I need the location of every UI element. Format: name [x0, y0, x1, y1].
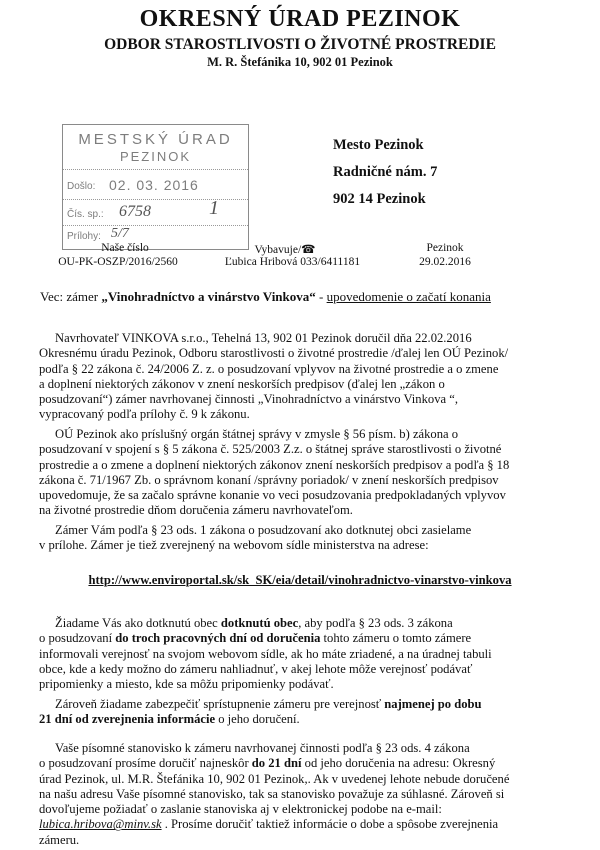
text-line: v prílohe. Zámer je tiež zverejnený na webovom sídle ministerstva na adrese: — [39, 538, 429, 553]
text-line: posudzovaní“) zámer navrhovanej činnosti „Vinohradníctvo a vinárstvo Vinkova “, — [39, 392, 458, 407]
subject-dash: - — [319, 289, 324, 304]
text-line: dovoľujeme požiadať o zaslanie stanoviska aj v elektronickej podobe na e-mail: — [39, 802, 442, 817]
stamp-registry-label: Čís. sp.: — [67, 209, 104, 220]
text-line: o posudzovaní do troch pracovných dní od doručenia tohto zámeru o tomto zámere — [39, 631, 472, 646]
stamp-attachments-label: Prílohy: — [67, 231, 101, 242]
stamp-received-date: 02. 03. 2016 — [109, 177, 199, 193]
text-line: o posudzovaní prosíme doručiť najneskôr do 21 dní od jeho doručenia na adresu: Okresný — [39, 756, 496, 771]
text-line: posudzovaní v spojení s § 5 zákona č. 525/2003 Z.z. o štátnej správe starostlivosti o životné — [39, 442, 502, 457]
subject-line — [40, 289, 491, 305]
text-line: Okresnému úradu Pezinok, Odboru starostlivosti o životné prostredie /ďalej len OÚ Pezinok/ — [39, 346, 509, 361]
paragraph-proceedings — [39, 427, 549, 519]
text-line: vypracovaný podľa prílohy č. 9 k zákonu. — [39, 407, 250, 422]
text-line: obce, kde a kedy možno do zámeru nahliadnuť, v akej lehote môže verejnosť podávať — [39, 661, 473, 676]
stamp-attachments-number: 5/7 — [111, 226, 129, 241]
paragraph-opinion — [39, 741, 549, 848]
handled-by-label: Vybavuje/☎ — [254, 244, 316, 256]
text-line: podľa § 22 zákona č. 24/2006 Z. z. o posudzovaní vplyvov na životné prostredie a o zmene — [39, 361, 499, 376]
text-line: na našu adresu Vaše písomné stanovisko, tak sa stanovisko považuje za súhlasné. Zároveň si — [39, 786, 505, 801]
text-line: informovali verejnosť na svojom webovom sídle, ak ho máte zriadené, a na úradnej tabuli — [39, 646, 492, 661]
text-line: 21 dní od zverejnenia informácie o jeho doručení. — [39, 712, 300, 727]
paragraph-request-publish — [39, 616, 549, 692]
our-ref-label: Naše číslo — [101, 242, 149, 254]
text-line: na životné prostredie dňom doručenia zámeru navrhovateľom. — [39, 503, 353, 518]
text-line: Zároveň žiadame zabezpečiť sprístupnenie zámeru pre verejnosť najmenej po dobu — [55, 697, 482, 711]
subject-text: upovedomenie o začatí konania — [326, 289, 491, 304]
text-line: OÚ Pezinok ako príslušný orgán štátnej správy v zmysle § 56 písm. b) zákona o — [55, 427, 459, 441]
recipient-city: 902 14 Pezinok — [333, 191, 426, 207]
office-title: OKRESNÝ ÚRAD PEZINOK — [139, 6, 461, 32]
paragraph-submission — [39, 331, 549, 423]
text-line: Zámer Vám podľa § 23 ods. 1 zákona o posudzovaní ako dotknutej obci zasielame — [55, 523, 472, 537]
department-title: ODBOR STAROSTLIVOSTI O ŽIVOTNÉ PROSTREDIE — [104, 36, 496, 53]
text-line: úrad Pezinok, ul. M.R. Štefánika 10, 902 01 Pezinok,. Ak v uvedenej lehote nebude doručené — [39, 771, 510, 786]
stamp-title: MESTSKÝ ÚRAD — [78, 131, 233, 148]
text-line: pripomienky a miesto, kde sa môžu pripomienky podávať. — [39, 677, 334, 692]
office-address: M. R. Štefánika 10, 902 01 Pezinok — [207, 55, 393, 69]
recipient-street: Radničné nám. 7 — [333, 164, 438, 180]
text-line: Vaše písomné stanovisko k zámeru navrhovanej činnosti podľa § 23 ods. 4 zákona — [55, 741, 470, 755]
stamp-city: PEZINOK — [119, 149, 192, 164]
subject-name: „Vinohradníctvo a vinárstvo Vinkova“ — [101, 289, 316, 304]
text-line: a doplnení niektorých zákonov v znení neskorších predpisov (ďalej len „zákon o — [39, 376, 445, 391]
paragraph-attachment — [39, 523, 549, 554]
recipient-name: Mesto Pezinok — [333, 137, 424, 153]
text-line: zákona č. 71/1967 Zb. o správnom konaní /správny poriadok/ v znení neskorších predpisov — [39, 472, 499, 487]
paragraph-availability — [39, 697, 549, 728]
contact-email-link[interactable]: lubica.hribova@minv.sk — [39, 817, 162, 832]
text-line: Navrhovateľ VINKOVA s.r.o., Tehelná 13, 902 01 Pezinok doručil dňa 22.02.2016 — [55, 331, 472, 345]
text-line: upovedomuje, že sa začalo správne konanie vo veci posudzovania predpokladaných vplyvov — [39, 488, 506, 503]
text-line: prostredie a o zmene a doplnení niektorých zákonov znení neskorších predpisov a podľa § 18 — [39, 457, 510, 472]
enviroportal-link[interactable]: http://www.enviroportal.sk/sk_SK/eia/detail/vinohradnictvo-vinarstvo-vinkova — [88, 573, 512, 587]
place: Pezinok — [426, 242, 464, 254]
stamp-registry-number: 6758 — [119, 203, 151, 220]
subject-prefix: Vec: zámer — [40, 289, 99, 304]
stamp-copies: 1 — [209, 197, 219, 219]
letter-date: 29.02.2016 — [419, 256, 471, 268]
registry-stamp — [62, 124, 249, 250]
stamp-received-label: Došlo: — [67, 181, 96, 192]
text-line: Žiadame Vás ako dotknutú obec dotknutú obec, aby podľa § 23 ods. 3 zákona — [55, 616, 453, 630]
handled-by: Ľubica Hribová 033/6411181 — [224, 256, 361, 268]
text-line: zámeru. — [39, 832, 80, 847]
text-line: lubica.hribova@minv.sk . Prosíme doručiť taktiež informácie o dobe a spôsobe zverejnenia — [39, 817, 499, 832]
our-ref: OU-PK-OSZP/2016/2560 — [58, 256, 178, 268]
